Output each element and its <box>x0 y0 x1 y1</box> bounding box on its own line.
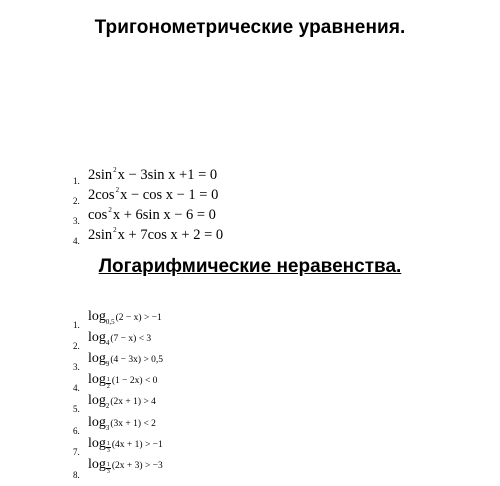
item-number: 7. <box>73 447 80 457</box>
section-title: Логарифмические неравенства. <box>98 256 402 277</box>
inequality: $\log_9(4 - 3x) > 0,5$ <box>88 351 164 368</box>
inequality: $\log\frac{1}{3}(2x + 3) > -3$ <box>88 457 163 475</box>
item-number: 1. <box>73 320 80 330</box>
inequality: $\log\frac{1}{3}(4x + 1) > -1$ <box>88 436 163 454</box>
inequality: $\log_{0,5}(2 - x) > -1$ <box>88 309 162 326</box>
item-number: 2. <box>73 196 80 206</box>
item-number: 5. <box>73 404 80 414</box>
inequality: $\log\frac{1}{2}(1 - 2x) < 0$ <box>88 372 158 390</box>
item-number: 2. <box>73 341 80 351</box>
log-base-fraction: $\frac{1}{2}$ <box>106 377 110 390</box>
equation: $\cos^2x + 6\sin$ x − 6 = 0 <box>88 206 216 223</box>
page-title: Тригонометрические уравнения. <box>94 17 406 38</box>
item-number: 8. <box>73 470 80 480</box>
inequality: $\log_3(3x + 1) < 2$ <box>88 415 156 432</box>
equation: $2\sin^2x + 7\cos$ x + 2 = 0 <box>88 226 224 243</box>
item-number: 4. <box>73 383 80 393</box>
inequality: $\log_4(7 - x) < 3$ <box>88 330 152 347</box>
inequality: $\log_2(2x + 1) > 4$ <box>88 393 156 410</box>
equation: $2\sin^2x - 3\sin$ x +1 = 0 <box>88 166 218 183</box>
item-number: 4. <box>73 236 80 246</box>
item-number: 6. <box>73 426 80 436</box>
item-number: 1. <box>73 176 80 186</box>
equation: $2\cos^2x - \cos x - 1 = 0$ <box>88 186 219 203</box>
item-number: 3. <box>73 362 80 372</box>
log-base-fraction: $\frac{1}{3}$ <box>106 441 110 454</box>
item-number: 3. <box>73 216 80 226</box>
log-base-fraction: $\frac{1}{3}$ <box>106 462 110 475</box>
